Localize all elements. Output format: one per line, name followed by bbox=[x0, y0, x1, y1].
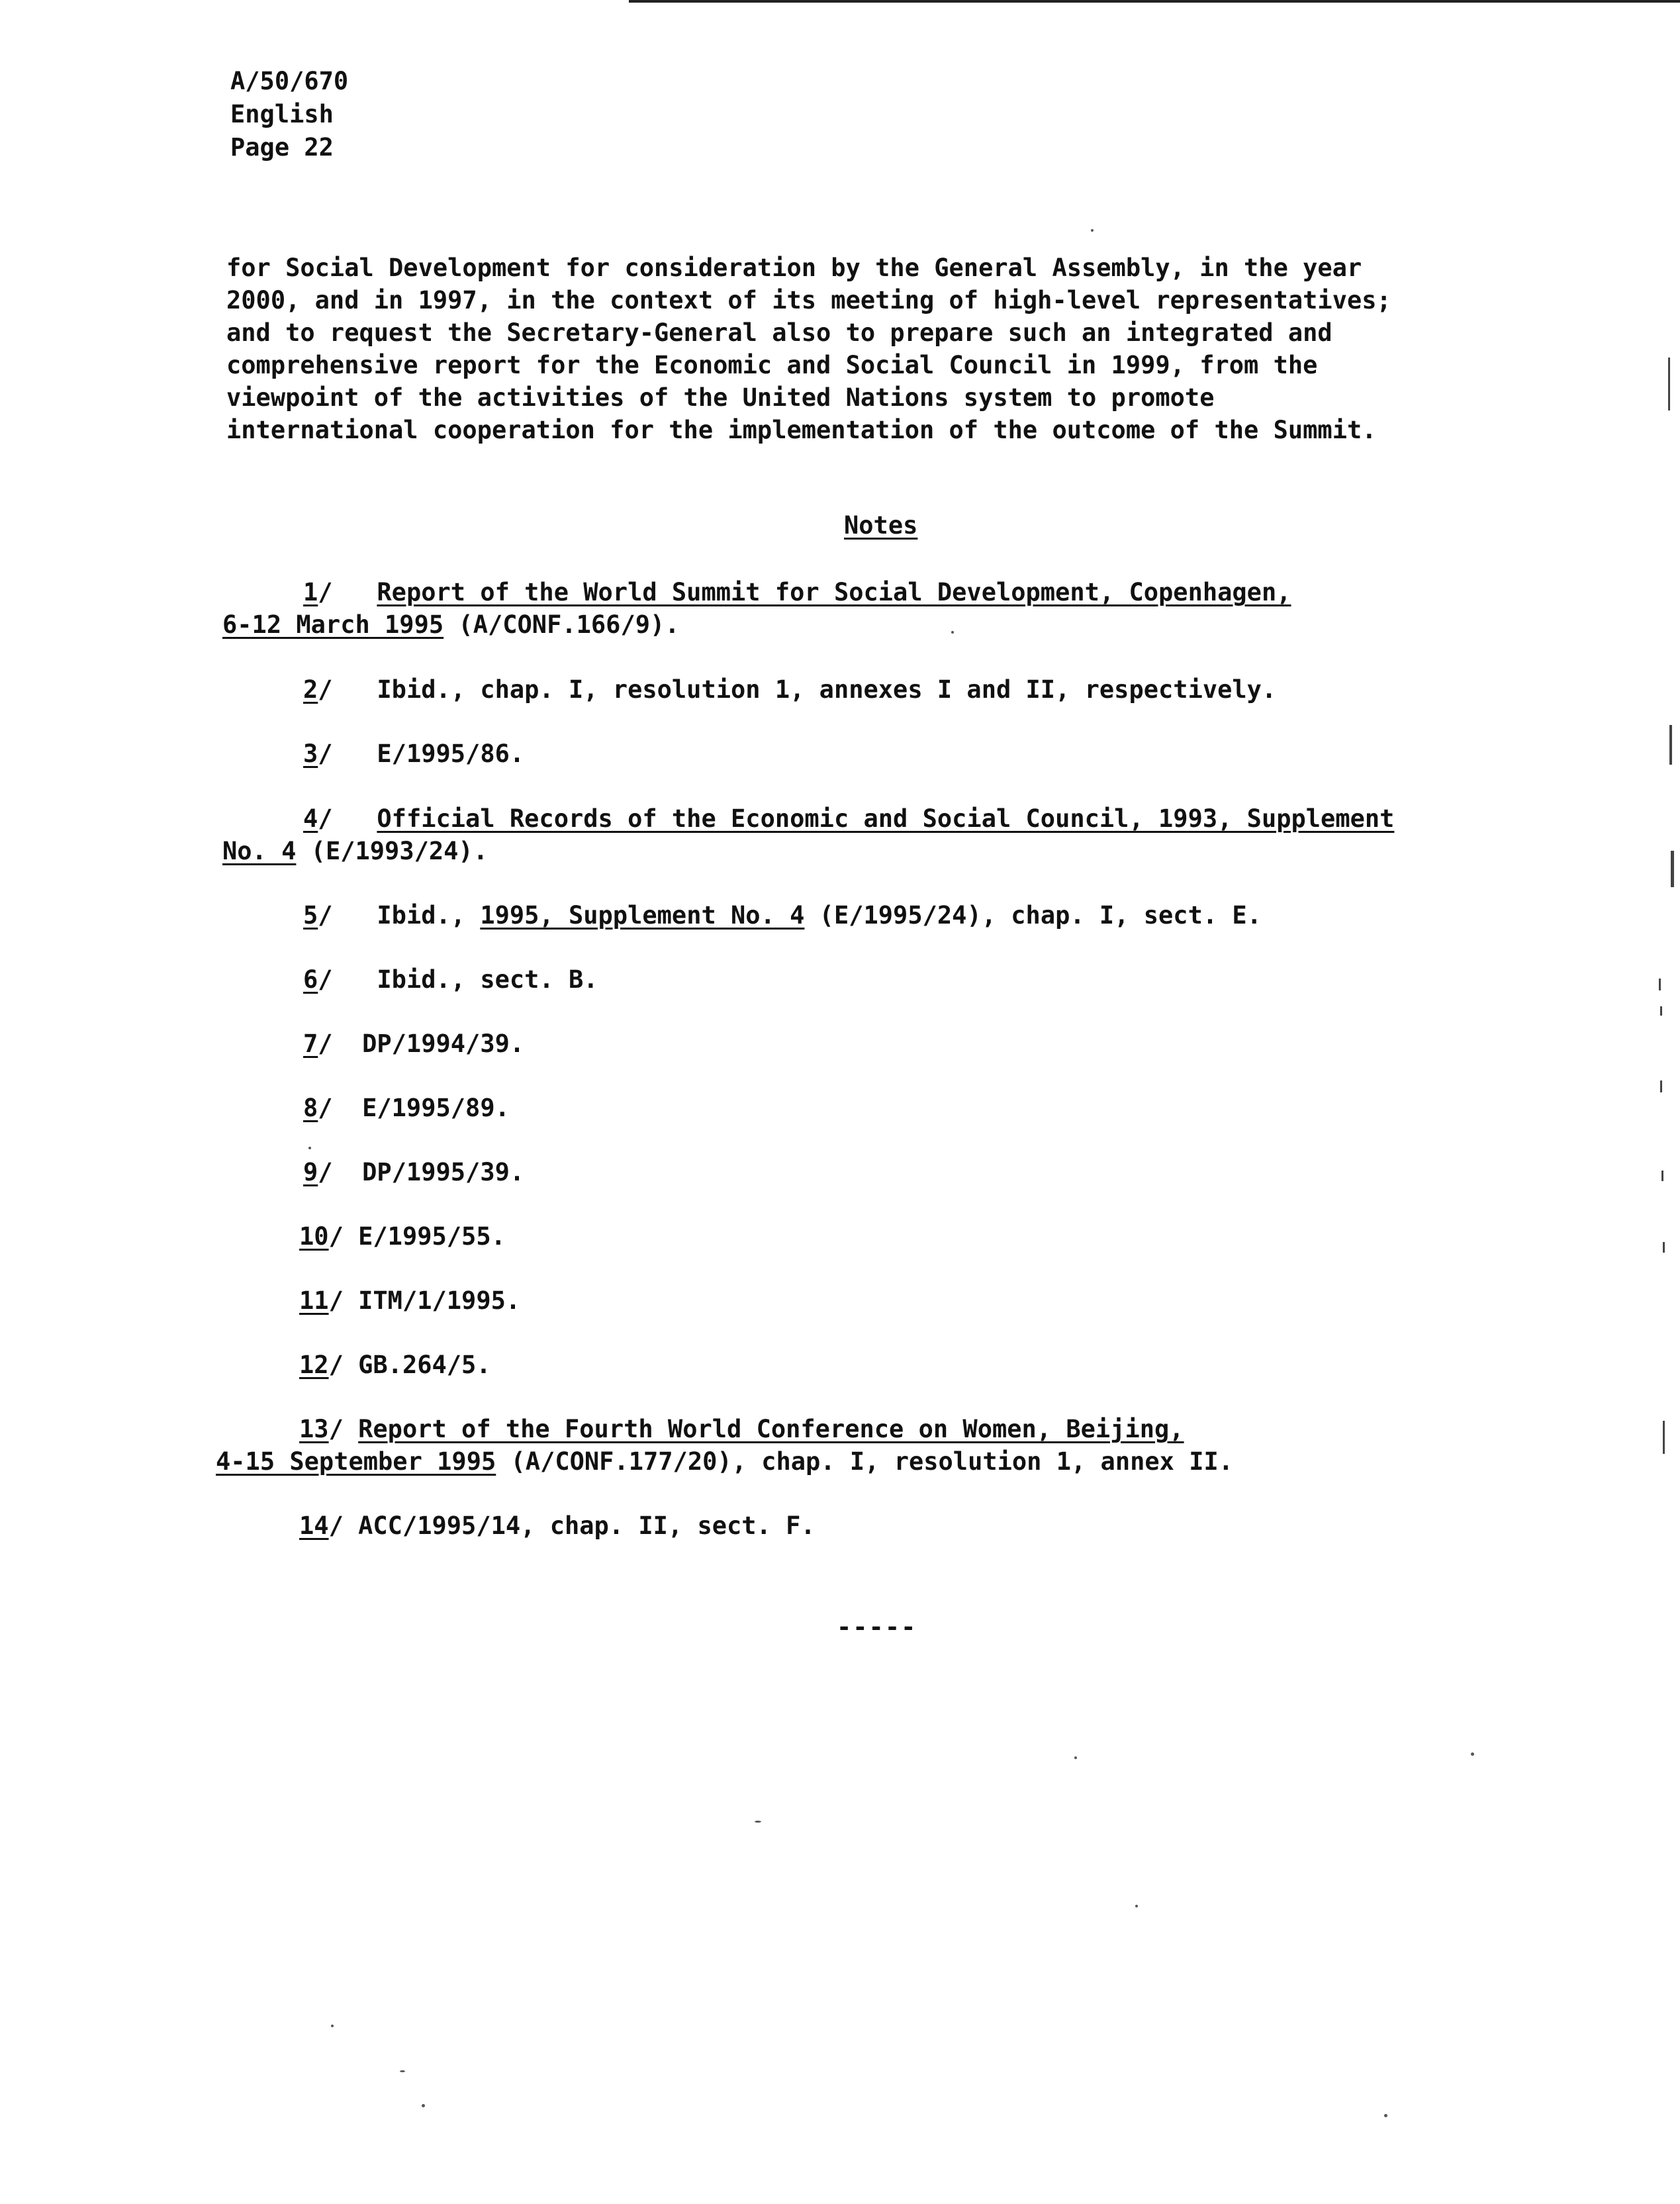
scan-speck bbox=[951, 631, 954, 634]
edge-mark bbox=[1660, 1080, 1662, 1092]
note-number: 3 bbox=[303, 740, 318, 768]
note-13-line-2 bbox=[216, 1445, 1233, 1478]
body-line: 2000, and in 1997, in the context of its meeting of high-level representatives; bbox=[226, 286, 1391, 314]
scan-speck bbox=[400, 2070, 405, 2072]
note-citation: 4-15 September 1995 bbox=[216, 1447, 496, 1476]
note-text: DP/1994/39. bbox=[362, 1030, 525, 1058]
note-number: 12 bbox=[299, 1351, 329, 1379]
note-number: 7 bbox=[303, 1030, 318, 1058]
page-number: Page 22 bbox=[230, 133, 334, 162]
scan-speck bbox=[1471, 1752, 1474, 1756]
edge-mark bbox=[1671, 851, 1674, 887]
note-8: 8/ E/1995/89. bbox=[303, 1094, 510, 1122]
edge-mark bbox=[1663, 1242, 1665, 1253]
note-text: DP/1995/39. bbox=[362, 1158, 525, 1186]
note-4-line-2 bbox=[222, 835, 488, 867]
document-language: English bbox=[230, 100, 334, 128]
note-number: 9 bbox=[303, 1158, 318, 1186]
note-text: Ibid., chap. I, resolution 1, annexes I and II, respectively. bbox=[377, 675, 1277, 704]
note-text: ITM/1/1995. bbox=[358, 1286, 521, 1315]
note-1-line-1: 1/ Report of the World Summit for Social Development, Copenhagen, bbox=[303, 578, 1291, 606]
note-12: 12/ GB.264/5. bbox=[299, 1351, 491, 1379]
body-line: and to request the Secretary-General also to prepare such an integrated and bbox=[226, 318, 1332, 347]
scan-speck bbox=[1384, 2114, 1387, 2117]
note-10: 10/ E/1995/55. bbox=[299, 1222, 506, 1251]
body-paragraph bbox=[226, 252, 1557, 446]
note-citation: Official Records of the Economic and Social Council, 1993, Supplement bbox=[377, 804, 1395, 833]
note-text: (A/CONF.177/20), chap. I, resolution 1, annex II. bbox=[496, 1447, 1234, 1476]
scan-speck bbox=[1091, 229, 1094, 232]
edge-mark bbox=[1668, 358, 1670, 410]
note-number: 10 bbox=[299, 1222, 329, 1251]
note-number: 14 bbox=[299, 1511, 329, 1540]
note-number: 8 bbox=[303, 1094, 318, 1122]
note-number: 2 bbox=[303, 675, 318, 704]
note-citation: Report of the World Summit for Social Development, Copenhagen, bbox=[377, 578, 1291, 606]
edge-mark bbox=[1669, 725, 1672, 765]
document-symbol: A/50/670 bbox=[230, 67, 349, 95]
edge-mark bbox=[1659, 979, 1661, 990]
note-text: ACC/1995/14, chap. II, sect. F. bbox=[358, 1511, 816, 1540]
body-line: for Social Development for consideration by the General Assembly, in the year bbox=[226, 254, 1362, 282]
note-citation: 6-12 March 1995 bbox=[222, 610, 444, 639]
note-number: 4 bbox=[303, 804, 318, 833]
note-6: 6/ Ibid., sect. B. bbox=[303, 965, 598, 994]
scan-speck bbox=[1135, 1905, 1138, 1907]
note-2: 2/ Ibid., chap. I, resolution 1, annexes I and II, respectively. bbox=[303, 675, 1277, 704]
note-5: 5/ Ibid., 1995, Supplement No. 4 (E/1995/24), chap. I, sect. E. bbox=[303, 901, 1262, 930]
note-14: 14/ ACC/1995/14, chap. II, sect. F. bbox=[299, 1511, 816, 1540]
edge-mark bbox=[1661, 1171, 1663, 1181]
note-number: 13 bbox=[299, 1415, 329, 1443]
scan-speck bbox=[422, 2104, 425, 2107]
edge-mark bbox=[1663, 1421, 1665, 1454]
scan-speck bbox=[1074, 1756, 1077, 1759]
note-text: Ibid., sect. B. bbox=[377, 965, 598, 994]
note-citation: No. 4 bbox=[222, 837, 297, 865]
note-number: 5 bbox=[303, 901, 318, 930]
note-text: E/1995/55. bbox=[358, 1222, 506, 1251]
top-rule bbox=[629, 0, 1680, 3]
note-4-line-1: 4/ Official Records of the Economic and Social Council, 1993, Supplement bbox=[303, 804, 1395, 833]
note-9: 9/ DP/1995/39. bbox=[303, 1158, 525, 1186]
note-3: 3/ E/1995/86. bbox=[303, 740, 525, 768]
note-7: 7/ DP/1994/39. bbox=[303, 1030, 525, 1058]
notes-heading: Notes bbox=[844, 511, 918, 540]
note-citation: 1995, Supplement No. 4 bbox=[480, 901, 805, 930]
note-text: GB.264/5. bbox=[358, 1351, 491, 1379]
document-header bbox=[230, 65, 348, 164]
note-text: E/1995/89. bbox=[362, 1094, 510, 1122]
scan-speck bbox=[755, 1821, 761, 1823]
note-text: E/1995/86. bbox=[377, 740, 525, 768]
note-number: 6 bbox=[303, 965, 318, 994]
note-number: 11 bbox=[299, 1286, 329, 1315]
note-11: 11/ ITM/1/1995. bbox=[299, 1286, 521, 1315]
body-line: comprehensive report for the Economic and Social Council in 1999, from the bbox=[226, 351, 1318, 379]
note-text: (E/1995/24), chap. I, sect. E. bbox=[804, 901, 1262, 930]
scan-speck bbox=[331, 2025, 334, 2027]
note-text: (E/1993/24). bbox=[296, 837, 488, 865]
scan-speck bbox=[308, 1147, 311, 1149]
body-line: viewpoint of the activities of the United Nations system to promote bbox=[226, 383, 1215, 412]
body-line: international cooperation for the implementation of the outcome of the Summit. bbox=[226, 416, 1377, 444]
note-number: 1 bbox=[303, 578, 318, 606]
note-1-line-2 bbox=[222, 608, 680, 641]
end-of-document-mark: ----- bbox=[837, 1613, 917, 1641]
edge-mark bbox=[1660, 1006, 1662, 1016]
note-13-line-1: 13/ Report of the Fourth World Conference on Women, Beijing, bbox=[299, 1415, 1184, 1443]
note-citation: Report of the Fourth World Conference on Women, Beijing, bbox=[358, 1415, 1184, 1443]
note-text: (A/CONF.166/9). bbox=[443, 610, 680, 639]
note-text: Ibid., bbox=[377, 901, 481, 930]
